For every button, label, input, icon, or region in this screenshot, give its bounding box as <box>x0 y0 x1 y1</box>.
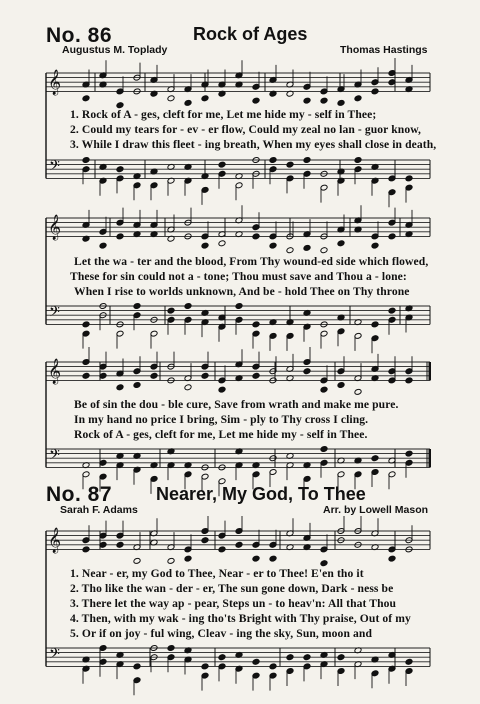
note-head <box>405 175 413 182</box>
note-head <box>99 242 107 249</box>
lyric-line: When I rise to worlds unknown, And be - hold Thee on Thy throne <box>74 285 410 298</box>
hymn-author: Augustus M. Toplady <box>62 44 168 56</box>
note-head <box>218 240 226 247</box>
note-head <box>218 654 226 661</box>
note-head <box>235 303 243 310</box>
note-head <box>354 95 362 102</box>
note-head <box>167 307 175 314</box>
note-head <box>133 303 141 310</box>
bass-clef-icon: 𝄢 <box>49 304 60 324</box>
note-head <box>252 658 260 665</box>
note-head <box>405 450 413 457</box>
note-head <box>116 166 124 173</box>
lyric-line: These for sin could not a - tone; Thou must save and Thou a - lone: <box>70 270 407 283</box>
treble-clef-icon: 𝄞 <box>48 528 62 553</box>
note-head <box>388 555 396 562</box>
bass-clef-icon: 𝄢 <box>49 158 60 178</box>
note-head <box>184 303 192 310</box>
note-head <box>405 377 413 384</box>
note-head <box>133 382 141 389</box>
lyric-line: In my hand no price I bring, Sim - ply to Thy cross I cling. <box>74 413 369 426</box>
treble-clef-icon: 𝄞 <box>48 70 62 95</box>
note-head <box>371 88 379 95</box>
bass-clef-icon: 𝄢 <box>49 447 60 467</box>
note-head <box>269 555 277 562</box>
note-head <box>320 386 328 393</box>
note-head <box>269 242 277 249</box>
note-head <box>201 663 209 670</box>
note-head <box>354 157 362 164</box>
note-head <box>252 321 260 328</box>
note-head <box>320 247 328 254</box>
note-head <box>82 546 90 553</box>
note-head <box>252 233 260 240</box>
hymn-number: No. 86 <box>46 24 113 47</box>
lyric-line: 3. While I draw this fleet - ing breath, When my eyes shall close in death, <box>70 138 437 151</box>
note-head <box>201 95 209 102</box>
treble-clef-icon: 𝄞 <box>48 359 62 384</box>
note-head <box>320 97 328 104</box>
note-head <box>167 645 175 652</box>
lyric-line: 2. Tho like the wan - der - er, The sun gone down, Dark - ness be <box>70 582 394 595</box>
note-head <box>201 537 209 544</box>
note-head <box>388 175 396 182</box>
hymn-composer: Thomas Hastings <box>340 44 428 56</box>
note-head <box>303 245 311 252</box>
lyric-line: Be of sin the dou - ble cure, Save from wrath and make me pure. <box>74 398 399 411</box>
lyric-line: 1. Rock of A - ges, cleft for me, Let me hide my - self in Thee; <box>70 108 377 121</box>
note-head <box>286 161 294 168</box>
note-head <box>252 555 260 562</box>
note-head <box>303 157 311 164</box>
bass-clef-icon: 𝄢 <box>49 646 60 666</box>
note-head <box>354 389 362 396</box>
hymn-number: No. 87 <box>46 483 113 506</box>
note-head <box>82 372 90 379</box>
hymn-author: Sarah F. Adams <box>60 504 138 516</box>
note-head <box>337 100 345 107</box>
final-barline <box>429 449 432 467</box>
hymn-composer: Arr. by Lowell Mason <box>323 504 429 516</box>
note-head <box>337 654 345 661</box>
note-head <box>82 157 90 164</box>
treble-clef-icon: 𝄞 <box>48 215 62 240</box>
lyric-line: Rock of A - ges, cleft for me, Let me hide my - self in Thee. <box>74 428 368 441</box>
note-head <box>337 382 345 389</box>
note-head <box>201 242 209 249</box>
note-head <box>371 242 379 249</box>
note-head <box>286 247 294 254</box>
final-barline <box>429 362 432 380</box>
note-head <box>82 321 90 328</box>
note-head <box>99 645 107 652</box>
note-head <box>133 663 141 670</box>
note-head <box>252 372 260 379</box>
note-head <box>286 654 294 661</box>
lyric-line: 3. There let the way ap - pear, Steps un - to heav'n: All that Thou <box>70 597 397 610</box>
lyric-line: 4. Then, with my wak - ing tho'ts Bright with Thy praise, Out of my <box>70 612 411 625</box>
hymn-title: Nearer, My God, To Thee <box>156 484 366 504</box>
lyric-line: 2. Could my tears for - ev - er flow, Could my zeal no lan - guor know, <box>70 123 422 136</box>
note-head <box>218 386 226 393</box>
note-head <box>82 95 90 102</box>
note-head <box>184 100 192 107</box>
note-head <box>167 95 175 102</box>
hymn-title: Rock of Ages <box>193 24 308 44</box>
note-head <box>320 446 328 453</box>
note-head <box>337 240 345 247</box>
lyric-line: 1. Near - er, my God to Thee, Near - er to Thee! E'en tho it <box>70 567 364 580</box>
note-head <box>167 558 175 565</box>
note-head <box>269 663 277 670</box>
note-head <box>303 654 311 661</box>
note-head <box>133 558 141 565</box>
note-head <box>303 368 311 375</box>
note-head <box>405 658 413 665</box>
note-head <box>252 97 260 104</box>
note-head <box>150 372 158 379</box>
note-head <box>269 157 277 164</box>
note-head <box>388 307 396 314</box>
note-head <box>371 321 379 328</box>
note-head <box>116 233 124 240</box>
note-head <box>303 97 311 104</box>
note-head <box>235 541 243 548</box>
note-head <box>116 541 124 548</box>
note-head <box>184 555 192 562</box>
note-head <box>218 546 226 553</box>
lyric-line: 5. Or if on joy - ful wing, Cleav - ing the sky, Sun, moon and <box>70 627 372 640</box>
note-head <box>388 377 396 384</box>
note-head <box>116 384 124 391</box>
note-head <box>201 372 209 379</box>
note-head <box>184 384 192 391</box>
note-head <box>388 233 396 240</box>
note-head <box>371 455 379 462</box>
lyric-line: Let the wa - ter and the blood, From Thy wound-ed side which flowed, <box>74 255 429 268</box>
note-head <box>218 161 226 168</box>
